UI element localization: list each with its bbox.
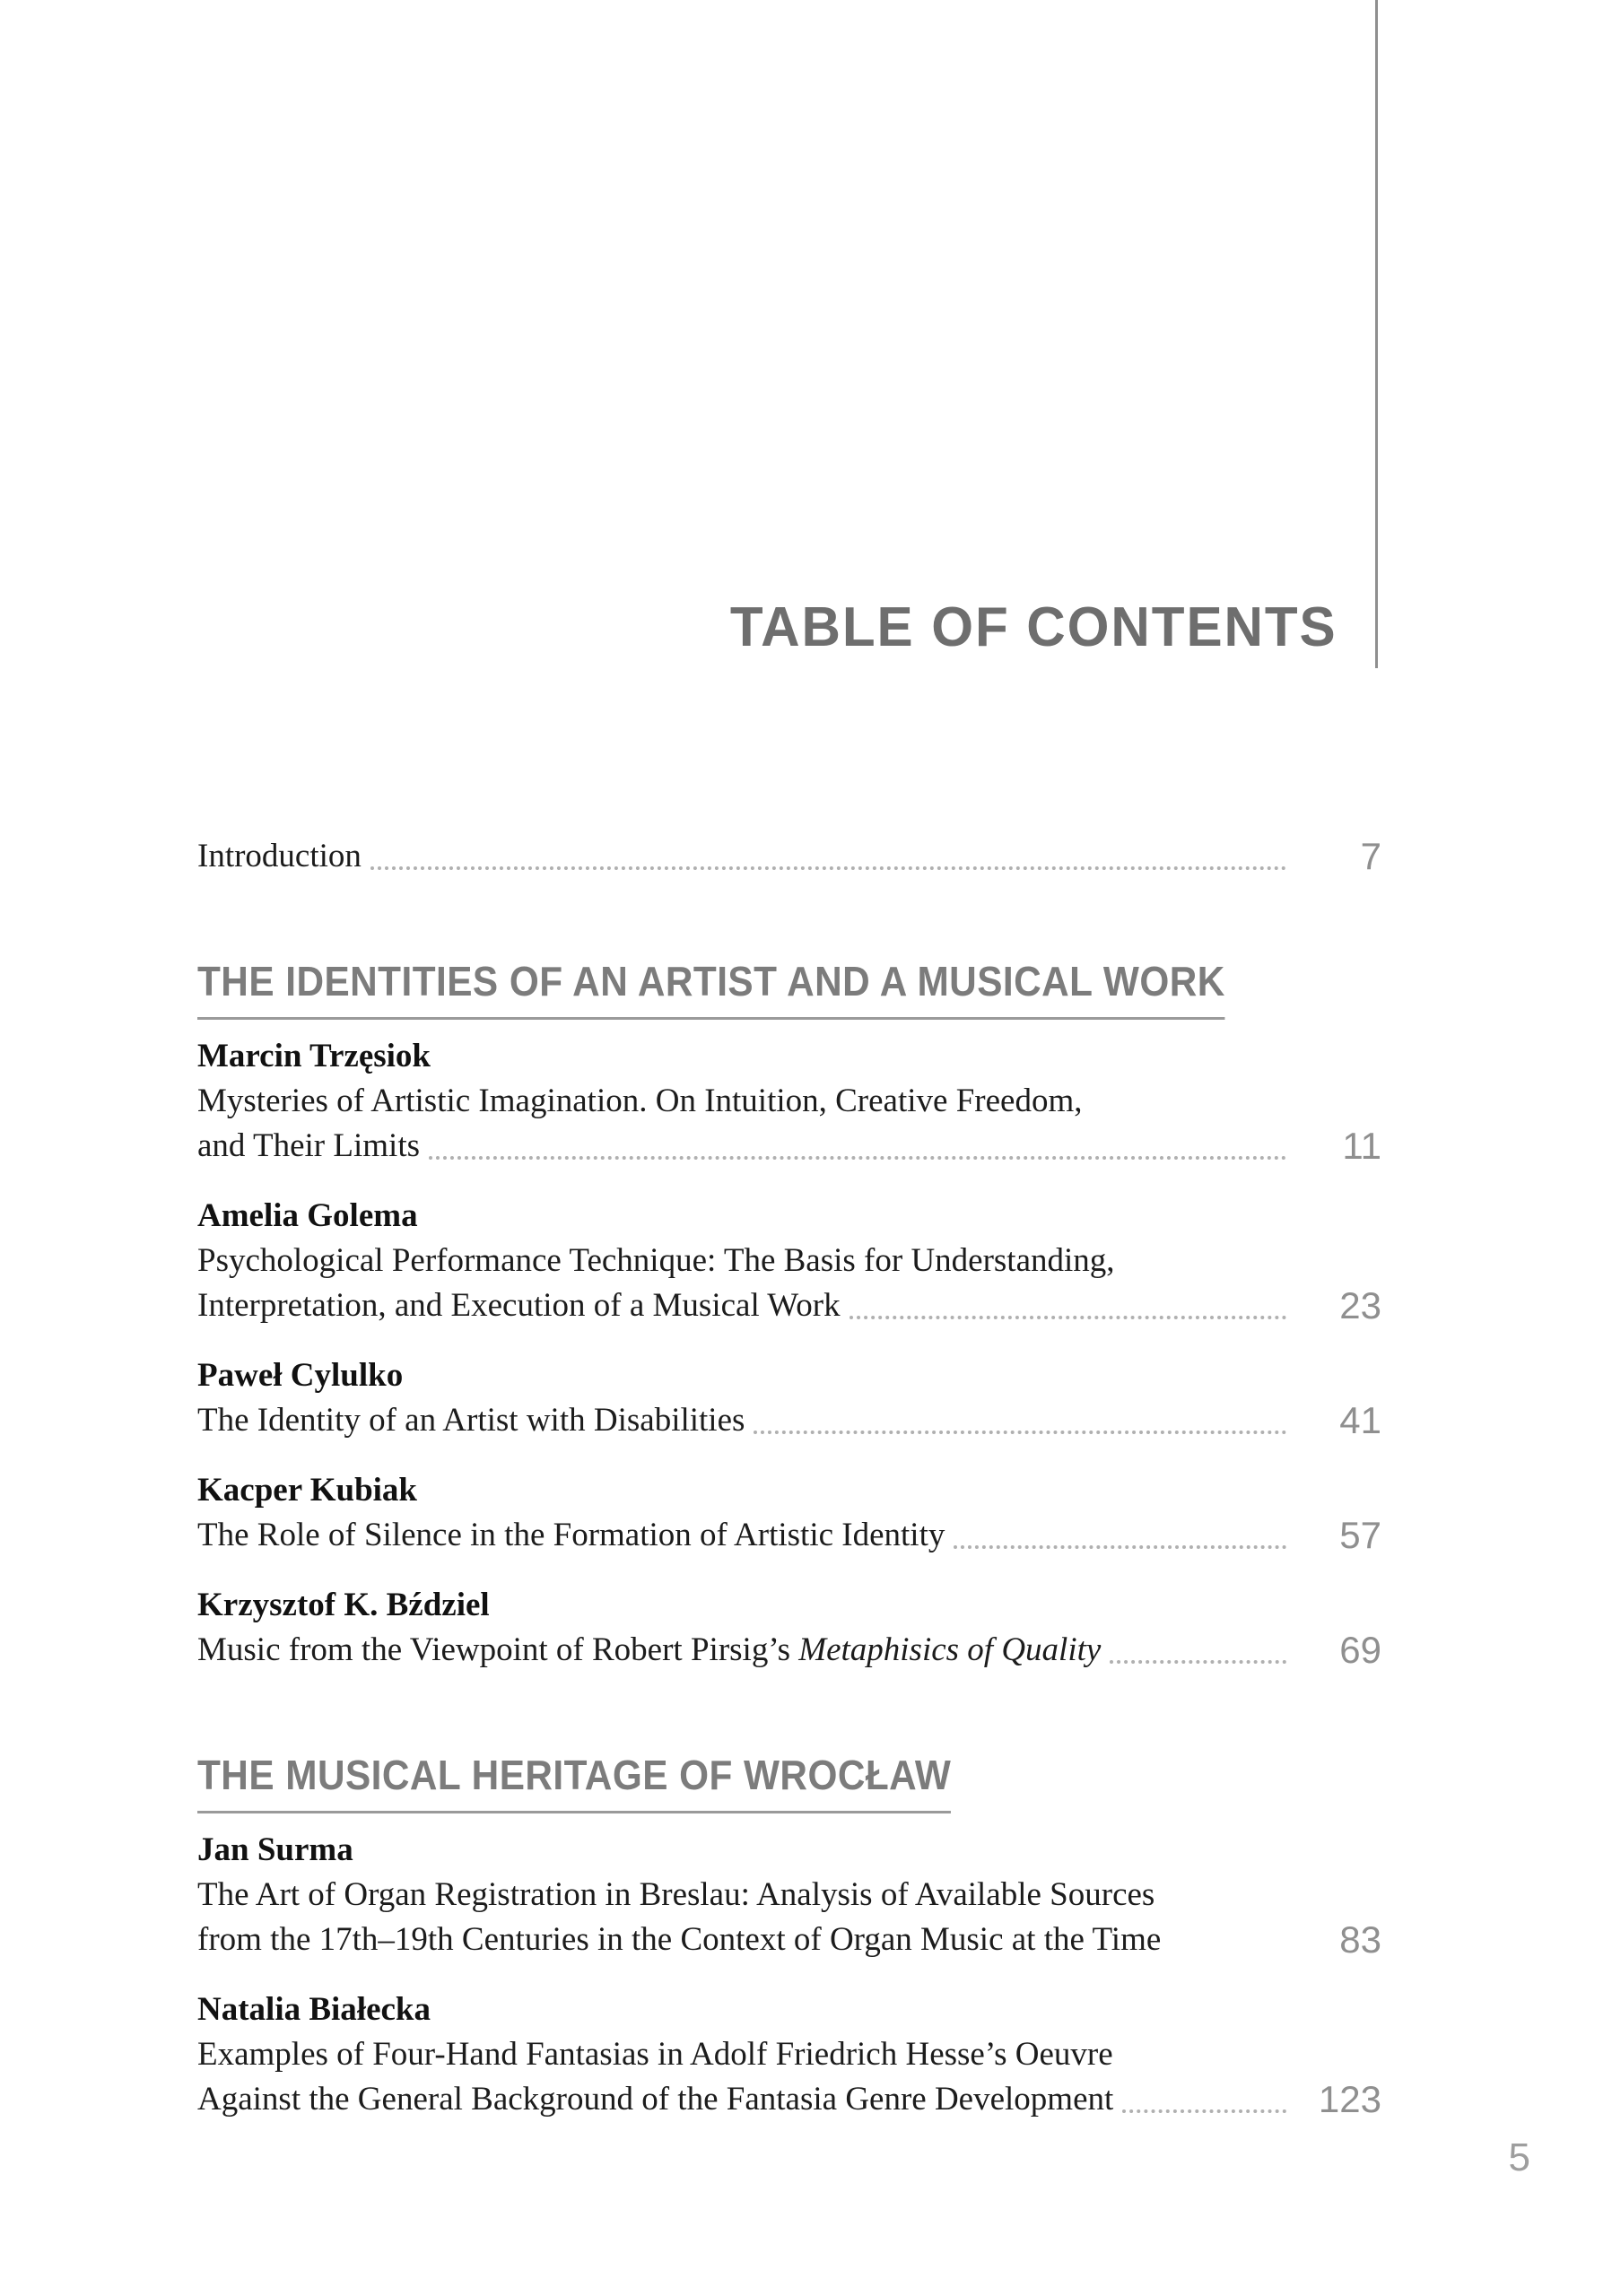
entry-author: Jan Surma	[197, 1831, 353, 1868]
toc-entry	[197, 1353, 1381, 1443]
entry-title-text: Interpretation, and Execution of a Musical Work	[197, 1287, 841, 1324]
page-number: 7	[1360, 835, 1381, 877]
entry-title-text: Psychological Performance Technique: The Basis for Understanding,	[197, 1242, 1115, 1279]
entry-title-text: Against the General Background of the Fantasia Genre Development	[197, 2081, 1114, 2118]
page-number: 123	[1318, 2078, 1381, 2120]
entry-author: Marcin Trzęsiok	[197, 1038, 431, 1074]
entry-title-line	[197, 1628, 1381, 1673]
toc-entry	[197, 1194, 1381, 1328]
dot-leader	[1110, 1660, 1286, 1664]
entry-title-text: Mysteries of Artistic Imagination. On Intuition, Creative Freedom,	[197, 1083, 1083, 1119]
entry-author: Krzysztof K. Bździel	[197, 1587, 490, 1623]
section-heading: THE IDENTITIES OF AN ARTIST AND A MUSICAL WORK	[197, 958, 1225, 1020]
page-number: 11	[1342, 1125, 1381, 1167]
toc-entry	[197, 1468, 1381, 1558]
entry-title-line	[197, 1918, 1381, 1962]
entry-title-text: The Identity of an Artist with Disabilities	[197, 1402, 745, 1439]
dot-leader	[370, 866, 1286, 870]
entry-title-line	[197, 1513, 1381, 1558]
toc-entry	[197, 1828, 1381, 1962]
page-number: 83	[1339, 1918, 1381, 1961]
entry-title-line	[197, 2032, 1381, 2077]
section-entries	[197, 1828, 1381, 2122]
toc-entry-introduction	[197, 834, 1381, 879]
entry-title-text: Introduction	[197, 838, 362, 874]
entry-author: Kacper Kubiak	[197, 1472, 417, 1509]
sections-container	[197, 958, 1381, 2122]
entry-author: Natalia Białecka	[197, 1991, 431, 2028]
toc-entry	[197, 1987, 1381, 2122]
entry-title-line	[197, 1124, 1381, 1169]
toc-content	[0, 834, 1612, 2122]
dot-leader	[754, 1431, 1286, 1434]
dot-leader	[1122, 2109, 1286, 2113]
entry-title-line	[197, 1398, 1381, 1443]
entry-author: Amelia Golema	[197, 1197, 418, 1234]
entry-title-line	[197, 1283, 1381, 1328]
dot-leader	[954, 1545, 1286, 1549]
entry-title-text: Examples of Four-Hand Fantasias in Adolf Friedrich Hesse’s Oeuvre	[197, 2036, 1113, 2073]
entry-title-line	[197, 1079, 1381, 1124]
entry-author: Paweł Cylulko	[197, 1357, 404, 1394]
folio-page-number: 5	[1508, 2135, 1530, 2179]
section-heading: THE MUSICAL HERITAGE OF WROCŁAW	[197, 1752, 951, 1813]
toc-entry	[197, 1034, 1381, 1169]
dot-leader	[429, 1156, 1286, 1160]
page-title: TABLE OF CONTENTS	[730, 596, 1338, 658]
toc-entry	[197, 1583, 1381, 1673]
entry-title-text: from the 17th–19th Centuries in the Context of Organ Music at the Time	[197, 1921, 1162, 1958]
page-number: 23	[1339, 1284, 1381, 1326]
toc-section	[197, 1752, 1381, 2122]
entry-title-text: The Role of Silence in the Formation of Artistic Identity	[197, 1517, 945, 1553]
vertical-rule	[1375, 0, 1378, 668]
page-number: 69	[1339, 1629, 1381, 1671]
entry-title-text: and Their Limits	[197, 1127, 420, 1164]
entry-title-text: The Art of Organ Registration in Breslau: Analysis of Available Sources	[197, 1876, 1155, 1913]
entry-title-line	[197, 1239, 1381, 1283]
entry-title-line	[197, 1873, 1381, 1918]
dot-leader	[850, 1316, 1286, 1319]
page-number: 41	[1339, 1399, 1381, 1441]
entry-title-text: Music from the Viewpoint of Robert Pirsig’s Metaphisics of Quality	[197, 1631, 1102, 1668]
entry-title-line	[197, 2077, 1381, 2122]
page-number: 57	[1339, 1514, 1381, 1556]
toc-section	[197, 958, 1381, 1673]
section-entries	[197, 1034, 1381, 1673]
